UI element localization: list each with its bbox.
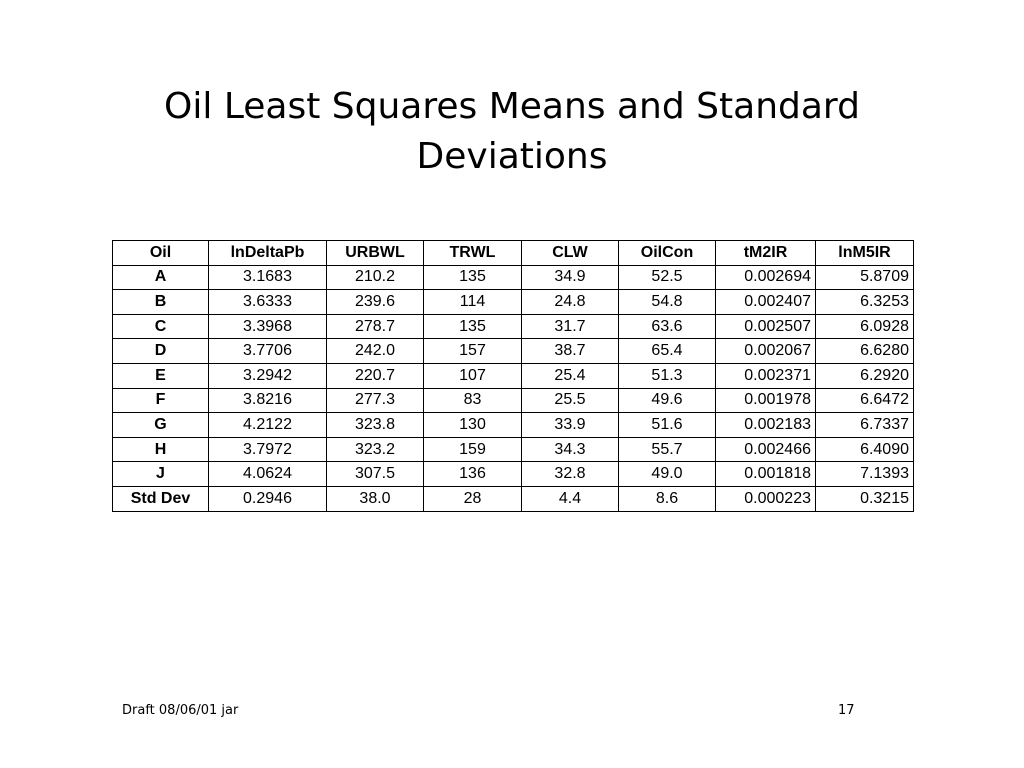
column-header: TRWL xyxy=(424,241,522,266)
table-cell: 6.4090 xyxy=(816,437,914,462)
table-cell: 210.2 xyxy=(327,265,424,290)
column-header: tM2IR xyxy=(716,241,816,266)
table-body xyxy=(113,265,914,511)
table-cell: 0.001818 xyxy=(716,462,816,487)
table-row xyxy=(113,388,914,413)
table-cell: 159 xyxy=(424,437,522,462)
slide-title xyxy=(112,82,912,182)
table-cell: 51.6 xyxy=(619,413,716,438)
table-cell: 38.0 xyxy=(327,486,424,511)
row-label: F xyxy=(113,388,209,413)
table-cell: 6.3253 xyxy=(816,290,914,315)
table-cell: 33.9 xyxy=(522,413,619,438)
table-cell: 31.7 xyxy=(522,314,619,339)
column-header: URBWL xyxy=(327,241,424,266)
page-number: 17 xyxy=(838,703,855,718)
table-cell: 239.6 xyxy=(327,290,424,315)
table-row xyxy=(113,363,914,388)
table-cell: 34.9 xyxy=(522,265,619,290)
table-cell: 3.6333 xyxy=(209,290,327,315)
table-cell: 114 xyxy=(424,290,522,315)
table-cell: 323.2 xyxy=(327,437,424,462)
table-cell: 52.5 xyxy=(619,265,716,290)
row-label: Std Dev xyxy=(113,486,209,511)
table-cell: 8.6 xyxy=(619,486,716,511)
table-cell: 135 xyxy=(424,314,522,339)
table-cell: 34.3 xyxy=(522,437,619,462)
table-cell: 3.3968 xyxy=(209,314,327,339)
table-cell: 4.2122 xyxy=(209,413,327,438)
row-label: J xyxy=(113,462,209,487)
slide-title-line-1: Oil Least Squares Means and Standard xyxy=(164,86,860,127)
table-cell: 65.4 xyxy=(619,339,716,364)
row-label: G xyxy=(113,413,209,438)
table-cell: 0.002466 xyxy=(716,437,816,462)
table-row xyxy=(113,290,914,315)
column-header: lnDeltaPb xyxy=(209,241,327,266)
table-cell: 0.002407 xyxy=(716,290,816,315)
table-cell: 25.5 xyxy=(522,388,619,413)
table-cell: 3.7706 xyxy=(209,339,327,364)
row-label: D xyxy=(113,339,209,364)
table-cell: 157 xyxy=(424,339,522,364)
table-cell: 0.002183 xyxy=(716,413,816,438)
column-header: lnM5IR xyxy=(816,241,914,266)
table-cell: 6.6472 xyxy=(816,388,914,413)
table-cell: 3.1683 xyxy=(209,265,327,290)
table-cell: 130 xyxy=(424,413,522,438)
oil-means-table xyxy=(112,240,914,512)
table-cell: 0.002371 xyxy=(716,363,816,388)
table-cell: 0.3215 xyxy=(816,486,914,511)
table-cell: 277.3 xyxy=(327,388,424,413)
table-cell: 3.8216 xyxy=(209,388,327,413)
table-cell: 0.001978 xyxy=(716,388,816,413)
table-cell: 63.6 xyxy=(619,314,716,339)
table-cell: 3.2942 xyxy=(209,363,327,388)
table-row xyxy=(113,486,914,511)
table-cell: 83 xyxy=(424,388,522,413)
table-cell: 7.1393 xyxy=(816,462,914,487)
table-cell: 0.002507 xyxy=(716,314,816,339)
table-cell: 32.8 xyxy=(522,462,619,487)
table-cell: 51.3 xyxy=(619,363,716,388)
table-cell: 6.2920 xyxy=(816,363,914,388)
table-cell: 24.8 xyxy=(522,290,619,315)
slide-title-line-2: Deviations xyxy=(416,136,608,177)
table-cell: 38.7 xyxy=(522,339,619,364)
column-header: Oil xyxy=(113,241,209,266)
row-label: B xyxy=(113,290,209,315)
row-label: H xyxy=(113,437,209,462)
table-cell: 49.0 xyxy=(619,462,716,487)
table-cell: 0.000223 xyxy=(716,486,816,511)
footer-draft-label: Draft 08/06/01 jar xyxy=(122,703,239,718)
table-cell: 3.7972 xyxy=(209,437,327,462)
table-cell: 6.6280 xyxy=(816,339,914,364)
table-cell: 0.002694 xyxy=(716,265,816,290)
table-cell: 54.8 xyxy=(619,290,716,315)
table-cell: 278.7 xyxy=(327,314,424,339)
table-cell: 25.4 xyxy=(522,363,619,388)
table-cell: 6.0928 xyxy=(816,314,914,339)
table-cell: 307.5 xyxy=(327,462,424,487)
table-cell: 4.0624 xyxy=(209,462,327,487)
table-cell: 242.0 xyxy=(327,339,424,364)
table-cell: 135 xyxy=(424,265,522,290)
table-row xyxy=(113,437,914,462)
column-header: CLW xyxy=(522,241,619,266)
table-row xyxy=(113,462,914,487)
row-label: C xyxy=(113,314,209,339)
table-row xyxy=(113,339,914,364)
table-cell: 107 xyxy=(424,363,522,388)
table-cell: 0.002067 xyxy=(716,339,816,364)
row-label: E xyxy=(113,363,209,388)
table-cell: 28 xyxy=(424,486,522,511)
table-row xyxy=(113,265,914,290)
table-cell: 0.2946 xyxy=(209,486,327,511)
table-cell: 323.8 xyxy=(327,413,424,438)
table-row xyxy=(113,314,914,339)
column-header: OilCon xyxy=(619,241,716,266)
table-cell: 6.7337 xyxy=(816,413,914,438)
table-header-row xyxy=(113,241,914,266)
table-row xyxy=(113,413,914,438)
row-label: A xyxy=(113,265,209,290)
table-cell: 49.6 xyxy=(619,388,716,413)
table-cell: 55.7 xyxy=(619,437,716,462)
table-cell: 5.8709 xyxy=(816,265,914,290)
table-cell: 4.4 xyxy=(522,486,619,511)
table-cell: 136 xyxy=(424,462,522,487)
table-cell: 220.7 xyxy=(327,363,424,388)
